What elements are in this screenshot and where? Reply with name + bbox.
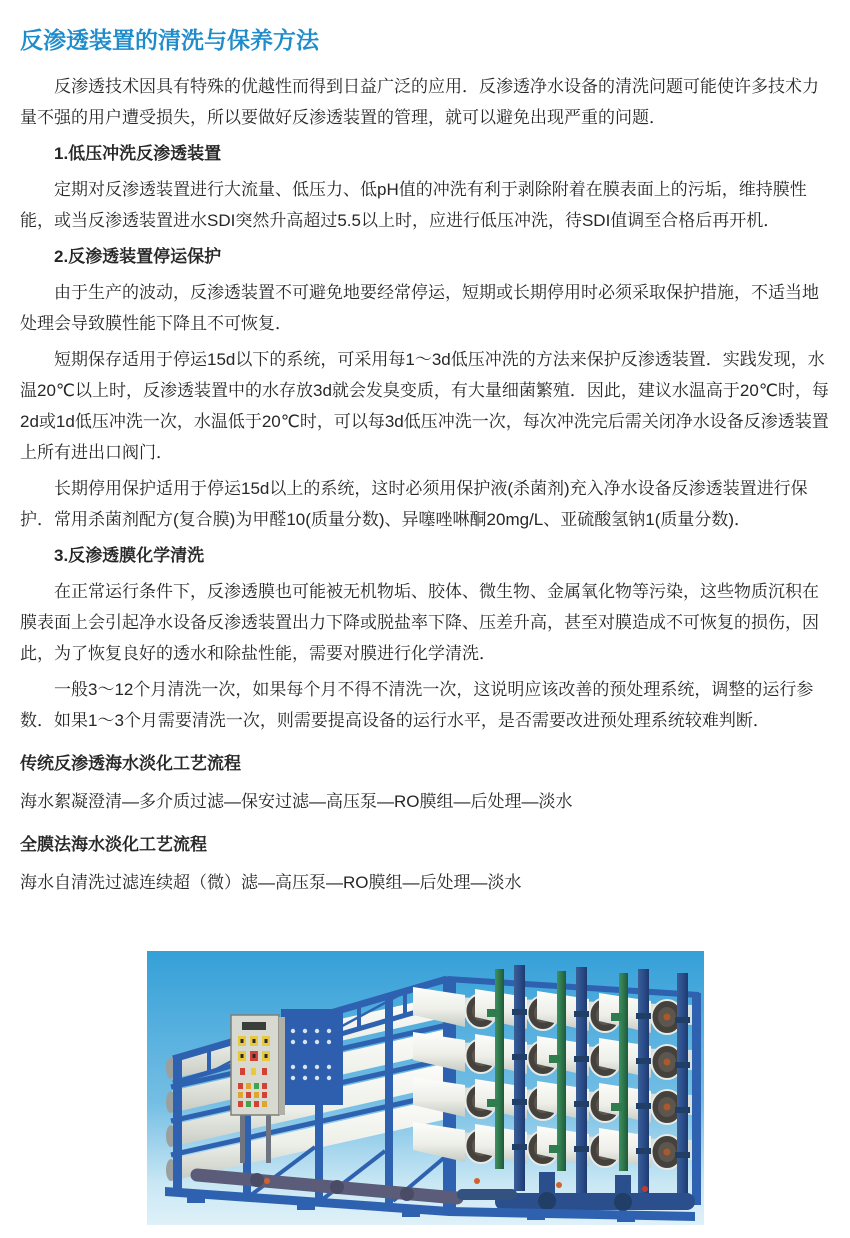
section-2-paragraph-2: 短期保存适用于停运15d以下的系统，可采用每1～3d低压冲洗的方法来保护反渗透装置．实践发现，水温20℃以上时，反渗透装置中的水存放3d就会发臭变质，有大量细菌繁殖．因此，建议水温高于20℃时，每2d或1d低压冲洗一次，水温低于20℃时，可以每3d低压冲洗一次，每次冲洗完后需关闭净水设备反渗透装置上所有进出口阀门． (20, 350, 829, 462)
section-3-paragraph-1: 在正常运行条件下，反渗透膜也可能被无机物垢、胶体、微生物、金属氧化物等污染，这些物质沉积在膜表面上会引起净水设备反渗透装置出力下降或脱盐率下降、压差升高，甚至对膜造成不可恢复的损伤，因此，为了恢复良好的透水和除盐性能，需要对膜进行化学清洗． (20, 582, 819, 663)
corner-plate (281, 1009, 343, 1105)
process-flow-1-heading: 传统反渗透海水淡化工艺流程 (20, 754, 241, 773)
process-flow-1-line: 海水絮凝澄清—多介质过滤—保安过滤—高压泵—RO膜组—后处理—淡水 (20, 792, 573, 811)
section-2-paragraph-3: 长期停用保护适用于停运15d以上的系统，这时必须用保护液(杀菌剂)充入净水设备反渗透装置进行保护．常用杀菌剂配方(复合膜)为甲醛10(质量分数)、异噻唑啉酮20mg/L、亚硫酸氢钠1(质量分数)． (20, 479, 808, 529)
right-end-post (692, 993, 701, 1205)
process-flow-2-line: 海水自清洗过滤连续超（微）滤—高压泵—RO膜组—后处理—淡水 (20, 873, 522, 892)
section-3-paragraph-2: 一般3～12个月清洗一次，如果每个月不得不清洗一次，这说明应该改善的预处理系统，调整的运行参数．如果1～3个月需要清洗一次，则需要提高设备的运行水平，是否需要改进预处理系统较难判断． (20, 680, 814, 730)
page-title: 反渗透装置的清洗与保养方法 (20, 27, 319, 53)
process-flow-2-heading: 全膜法海水淡化工艺流程 (20, 835, 207, 854)
section-1-paragraph: 定期对反渗透装置进行大流量、低压力、低pH值的冲洗有利于剥除附着在膜表面上的污垢，维持膜性能，或当反渗透装置进水SDI突然升高超过5.5以上时，应进行低压冲洗，待SDI值调至合格后再开机． (20, 180, 807, 230)
intro-paragraph: 反渗透技术因具有特殊的优越性而得到日益广泛的应用．反渗透净水设备的清洗问题可能使许多技术力量不强的用户遭受损失，所以要做好反渗透装置的管理，就可以避免出现严重的问题． (20, 77, 819, 127)
section-3-heading: 3.反渗透膜化学清洗 (54, 546, 205, 565)
section-2-paragraph-1: 由于生产的波动，反渗透装置不可避免地要经常停运，短期或长期停用时必须采取保护措施，不适当地处理会导致膜性能下降且不可恢复． (20, 283, 819, 333)
section-2-heading: 2.反渗透装置停运保护 (54, 247, 222, 266)
section-1-heading: 1.低压冲洗反渗透装置 (54, 144, 222, 163)
ro-plant-photo-drawing (147, 951, 704, 1225)
ro-plant-photo (147, 951, 704, 1225)
